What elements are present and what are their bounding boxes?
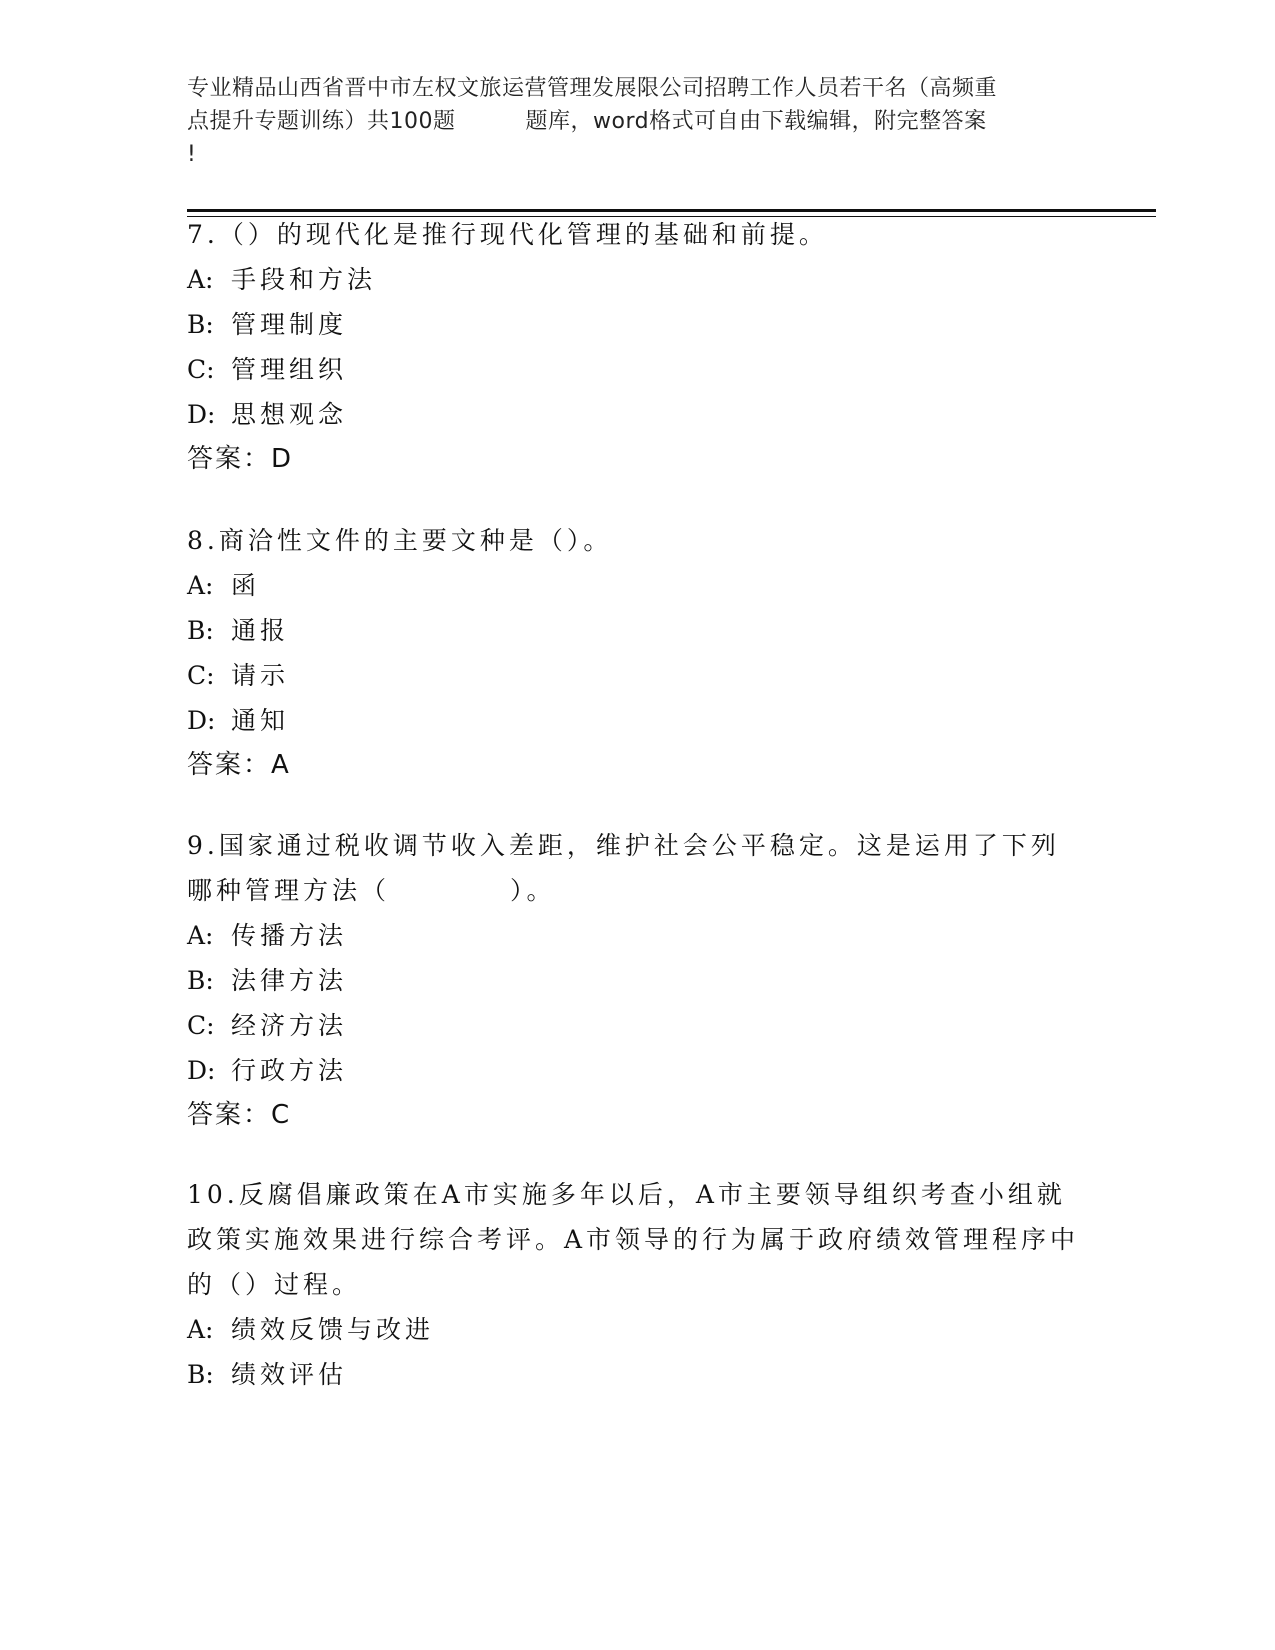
option-key: A: xyxy=(187,1315,214,1344)
question-stem-line-2 xyxy=(187,868,1087,913)
question-8 xyxy=(187,518,1087,788)
header-line-2-part-1: 点提升专题训练）共100题 xyxy=(187,109,456,134)
answer: 答案：A xyxy=(187,750,291,780)
question-7 xyxy=(187,212,1087,482)
header-line-2 xyxy=(187,105,1087,138)
option-text: 手段和方法 xyxy=(231,265,377,294)
question-stem-line-1: 10.反腐倡廉政策在A市实施多年以后，A市主要领导组织考查小组就 xyxy=(187,1180,1066,1209)
option-key: B: xyxy=(187,966,214,995)
option-key: D: xyxy=(187,1056,216,1085)
option-c xyxy=(187,1003,1087,1048)
option-d xyxy=(187,392,1087,437)
option-text: 绩效反馈与改进 xyxy=(231,1315,435,1344)
question-stem: 7.（）的现代化是推行现代化管理的基础和前提。 xyxy=(187,220,828,249)
question-stem-line-2: 政策实施效果进行综合考评。A市领导的行为属于政府绩效管理程序中 xyxy=(187,1225,1080,1254)
option-key: D: xyxy=(187,706,216,735)
stem-text: ）。 xyxy=(510,876,556,905)
option-a xyxy=(187,913,1087,958)
question-stem-line-1: 9.国家通过税收调节收入差距，维护社会公平稳定。这是运用了下列 xyxy=(187,831,1060,860)
option-key: C: xyxy=(187,355,215,384)
option-key: A: xyxy=(187,921,214,950)
option-key: B: xyxy=(187,310,214,339)
question-10 xyxy=(187,1172,1087,1397)
option-b xyxy=(187,958,1087,1003)
option-key: A: xyxy=(187,265,214,294)
header-line-2-part-2: 题库，word格式可自由下载编辑，附完整答案 xyxy=(525,109,987,134)
option-text: 法律方法 xyxy=(231,966,348,995)
option-text: 管理制度 xyxy=(231,310,348,339)
option-text: 通知 xyxy=(231,706,290,735)
option-key: B: xyxy=(187,1360,214,1389)
option-text: 经济方法 xyxy=(231,1011,348,1040)
option-key: B: xyxy=(187,616,214,645)
option-key: C: xyxy=(187,661,215,690)
option-d xyxy=(187,1048,1087,1093)
stem-text: 哪种管理方法（ xyxy=(187,876,391,905)
option-b xyxy=(187,1352,1087,1397)
header-line-3: ! xyxy=(187,142,197,167)
document-header xyxy=(187,72,1087,171)
option-d xyxy=(187,698,1087,743)
answer: 答案：D xyxy=(187,444,294,474)
option-key: D: xyxy=(187,400,216,429)
option-text: 绩效评估 xyxy=(231,1360,348,1389)
question-stem: 8.商洽性文件的主要文种是（）。 xyxy=(187,526,613,555)
question-9 xyxy=(187,823,1087,1138)
option-a xyxy=(187,563,1087,608)
option-key: A: xyxy=(187,571,214,600)
option-c xyxy=(187,347,1087,392)
option-a xyxy=(187,257,1087,302)
option-c xyxy=(187,653,1087,698)
header-line-1: 专业精品山西省晋中市左权文旅运营管理发展限公司招聘工作人员若干名（高频重 xyxy=(187,76,998,101)
option-text: 管理组织 xyxy=(231,355,348,384)
option-a xyxy=(187,1307,1087,1352)
option-text: 思想观念 xyxy=(231,400,348,429)
question-stem-line-3: 的（）过程。 xyxy=(187,1270,362,1299)
option-text: 通报 xyxy=(231,616,290,645)
option-key: C: xyxy=(187,1011,215,1040)
option-b xyxy=(187,302,1087,347)
option-b xyxy=(187,608,1087,653)
answer: 答案：C xyxy=(187,1100,292,1130)
option-text: 请示 xyxy=(231,661,290,690)
option-text: 传播方法 xyxy=(231,921,348,950)
option-text: 函 xyxy=(231,571,261,600)
option-text: 行政方法 xyxy=(231,1056,348,1085)
